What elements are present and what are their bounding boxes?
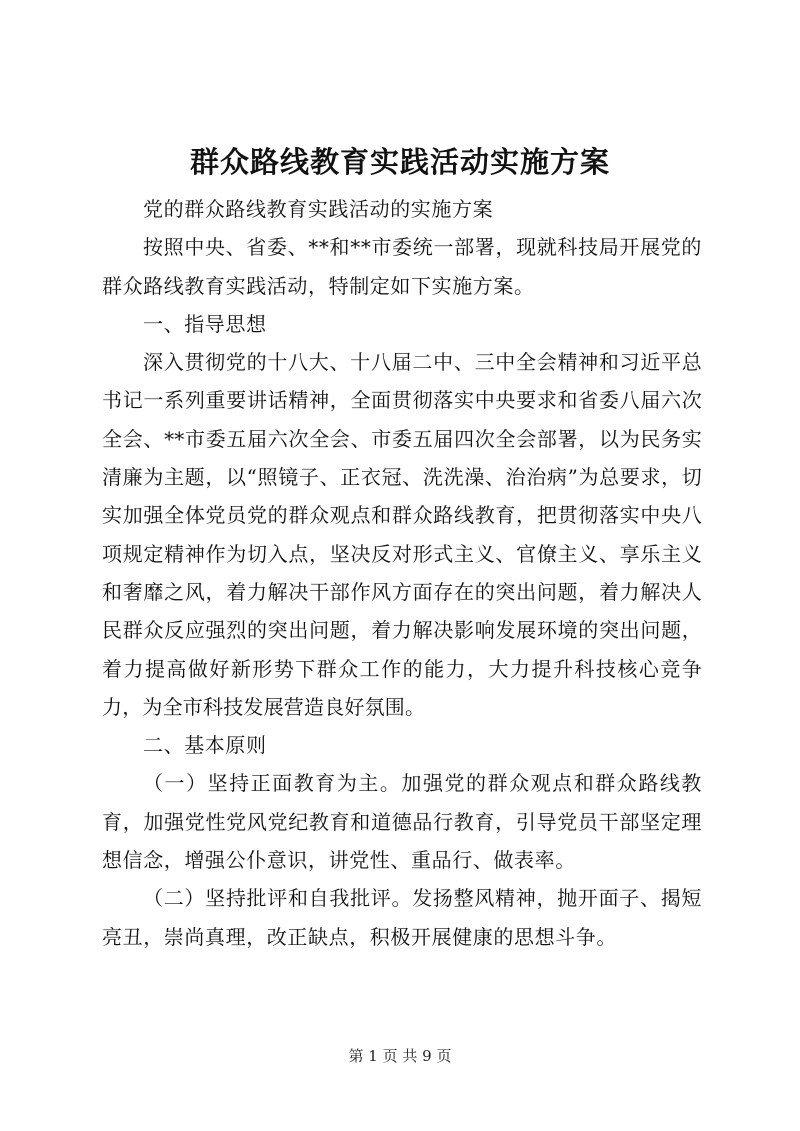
section-heading-basic-principles: 二、基本原则	[143, 733, 267, 758]
document-title: 群众路线教育实践活动实施方案	[189, 145, 610, 179]
section-heading-guiding-ideology: 一、指导思想	[143, 311, 267, 336]
paragraph-principle-1: （一）坚持正面教育为主。加强党的群众观点和群众路线教育，加强党性党风党纪教育和道德品行教育，引导党员干部坚定理想信念，增强公仆意识，讲党性、重品行、做表率。	[102, 771, 702, 873]
paragraph-principle-2: （二）坚持批评和自我批评。发扬整风精神，抛开面子、揭短亮丑，崇尚真理，改正缺点，积极开展健康的思想斗争。	[102, 886, 702, 949]
paragraph-guiding-ideology: 深入贯彻党的十八大、十八届二中、三中全会精神和习近平总书记一系列重要讲话精神，全面贯彻落实中央要求和省委八届六次全会、**市委五届六次全会、市委五届四次全会部署，以为民务实清廉为主题，以“照镜子、正衣冠、洗洗澡、治治病”为总要求，切实加强全体党员党的群众观点和群众路线教育，把贯彻落实中央八项规定精神作为切入点，坚决反对形式主义、官僚主义、享乐主义和奢靡之风，着力解决干部作风方面存在的突出问题，着力解决人民群众反应强烈的突出问题，着力解决影响发展环境的突出问题，着力提高做好新形势下群众工作的能力，大力提升科技核心竞争力，为全市科技发展营造良好氛围。	[102, 350, 702, 719]
document-body	[102, 190, 702, 956]
paragraph-intro: 按照中央、省委、**和**市委统一部署，现就科技局开展党的群众路线教育实践活动，特制定如下实施方案。	[102, 235, 702, 298]
page-footer: 第 1 页 共 9 页	[348, 1047, 452, 1065]
paragraph-subtitle: 党的群众路线教育实践活动的实施方案	[143, 197, 494, 221]
